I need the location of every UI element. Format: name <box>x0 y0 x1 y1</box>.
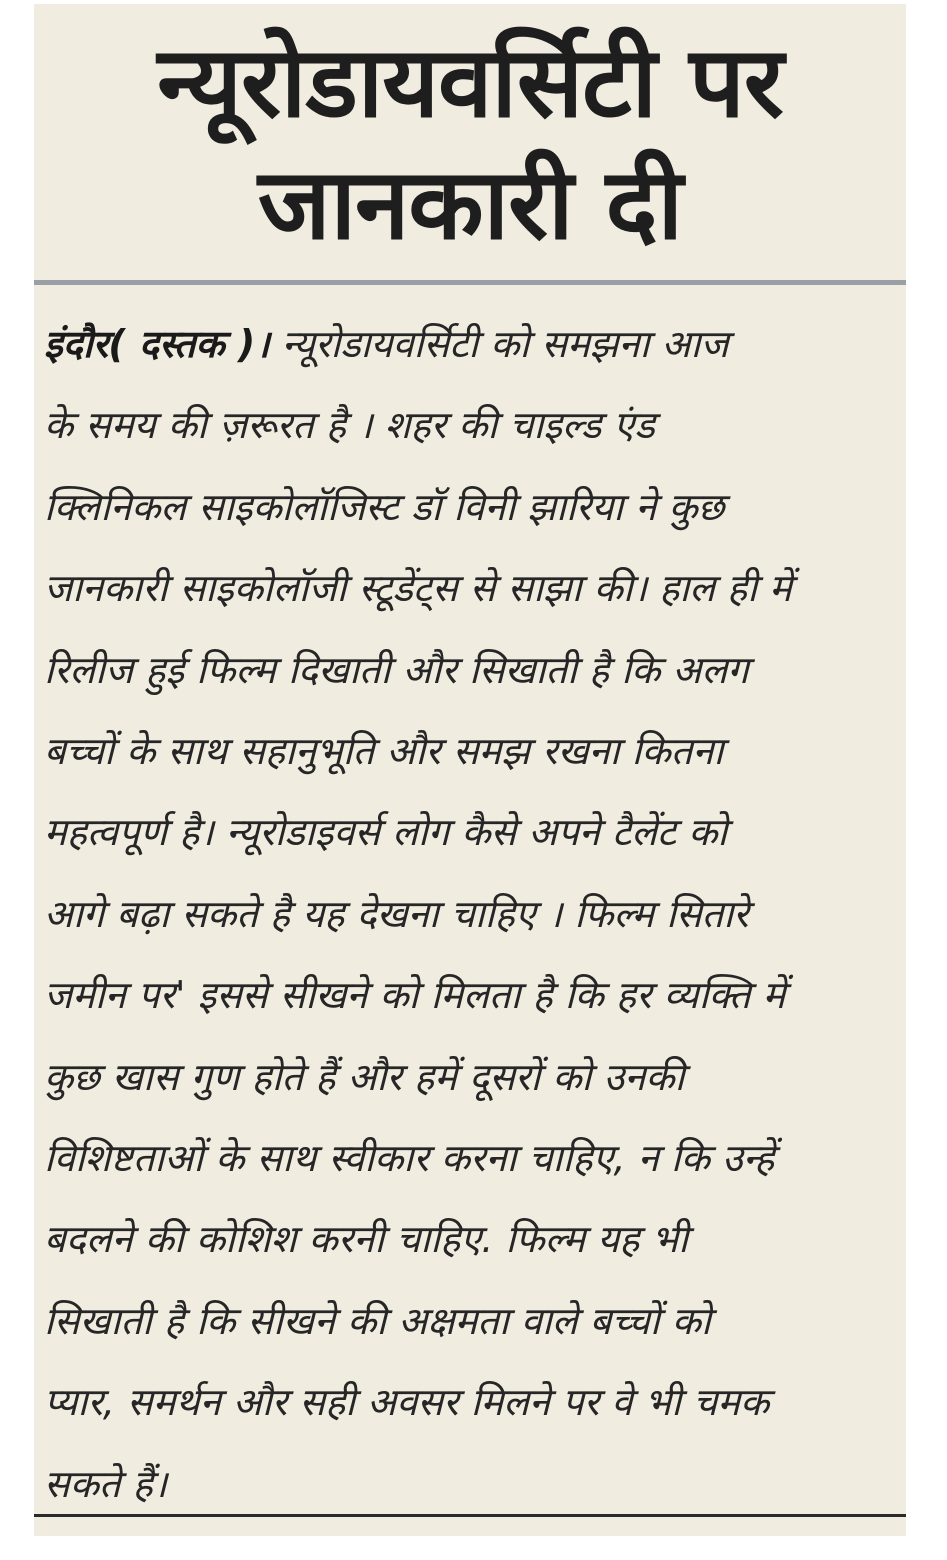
headline-line-2: जानकारी दी <box>257 148 683 262</box>
body-line-5: रिलीज हुई फिल्म दिखाती और सिखाती है कि अलग <box>44 647 749 692</box>
article-body <box>44 304 902 1525</box>
dateline: इंदौर( दस्तक )। <box>44 322 270 366</box>
body-line-11: विशिष्टताओं के साथ स्वीकार करना चाहिए, न कि उन्हें <box>44 1136 775 1181</box>
headline-divider <box>34 280 906 285</box>
body-line-14: प्यार, समर्थन और सही अवसर मिलने पर वे भी चमक <box>44 1380 770 1425</box>
body-line-2: के समय की ज़रूरत है । शहर की चाइल्ड एंड <box>44 403 655 448</box>
body-line-1-text: न्यूरोडायवर्सिटी को समझना आज <box>269 322 729 366</box>
body-line-7: महत्वपूर्ण है। न्यूरोडाइवर्स लोग कैसे अपने टैलेंट को <box>44 810 728 855</box>
body-line-10: कुछ खास गुण होते हैं और हमें दूसरों को उनकी <box>44 1054 685 1099</box>
headline-line-1: न्यूरोडायवर्सिटी पर <box>157 26 783 140</box>
body-line-3: क्लिनिकल साइकोलॉजिस्ट डॉ विनी झारिया ने कुछ <box>44 484 725 529</box>
body-line-6: बच्चों के साथ सहानुभूति और समझ रखना कितना <box>44 729 724 774</box>
body-line-8: आगे बढ़ा सकते है यह देखना चाहिए । फिल्म सितारे <box>44 891 749 936</box>
body-line-9: जमीन पर' इससे सीखने को मिलता है कि हर व्यक्ति में <box>44 973 786 1018</box>
bottom-divider <box>34 1514 906 1517</box>
body-line-15: सकते हैं। <box>44 1461 168 1506</box>
body-line-13: सिखाती है कि सीखने की अक्षमता वाले बच्चों को <box>44 1298 711 1343</box>
headline <box>34 22 906 266</box>
news-clipping <box>34 4 906 1536</box>
body-line-4: जानकारी साइकोलॉजी स्टूडेंट्स से साझा की। हाल ही में <box>44 566 792 611</box>
body-line-1 <box>44 304 902 385</box>
body-line-12: बदलने की कोशिश करनी चाहिए. फिल्म यह भी <box>44 1217 689 1262</box>
